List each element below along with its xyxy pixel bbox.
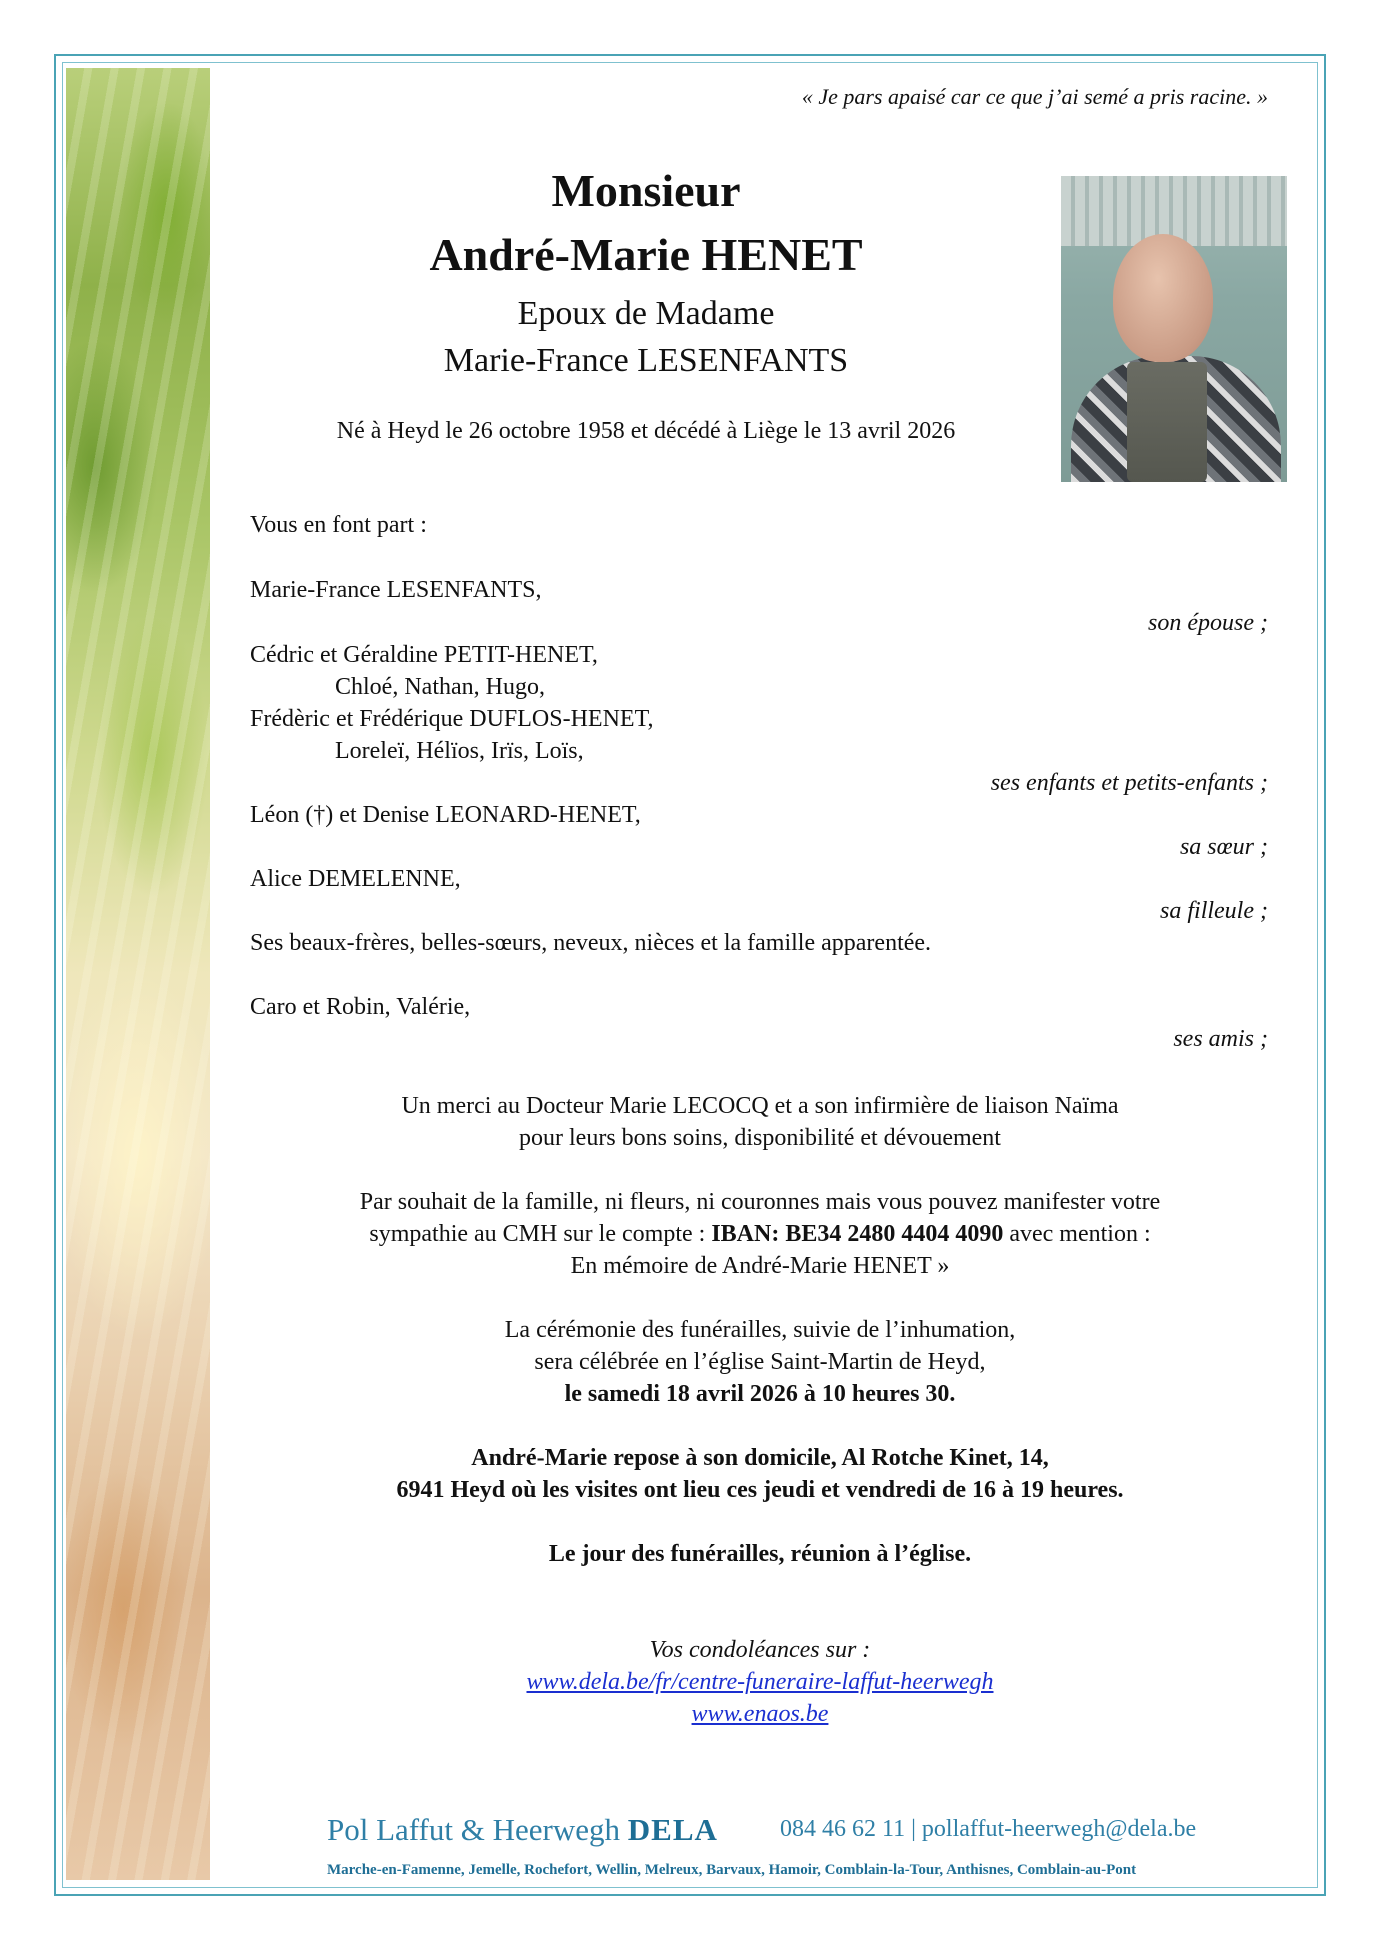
forest-path-side-image [66, 68, 210, 1880]
family-children-role: ses enfants et petits-enfants ; [990, 770, 1268, 796]
dela-logo: DELA [627, 1812, 718, 1847]
condolences-block [250, 1634, 1270, 1730]
ceremony-line-1: La cérémonie des funérailles, suivie de l’inhumation, [504, 1317, 1016, 1343]
ceremony-block [250, 1314, 1270, 1410]
birth-death-line: Né à Heyd le 26 octobre 1958 et décédé à Liège le 13 avril 2026 [336, 418, 956, 444]
iban-number: IBAN: BE34 2480 4404 4090 [711, 1221, 1004, 1247]
spouse-line-1: Epoux de Madame [517, 295, 775, 332]
condolences-label: Vos condoléances sur : [649, 1637, 871, 1663]
thanks-block [250, 1090, 1270, 1154]
family-friends-role: ses amis ; [1173, 1026, 1268, 1052]
announce-line: Vous en font part : [250, 512, 427, 538]
donation-line-2 [250, 1218, 1270, 1250]
family-child-1: Cédric et Géraldine PETIT-HENET, [250, 642, 598, 668]
family-child-2: Frédèric et Frédérique DUFLOS-HENET, [250, 706, 654, 732]
rest-block [250, 1442, 1270, 1506]
portrait-photo [1061, 176, 1287, 482]
footer-locations: Marche-en-Famenne, Jemelle, Rochefort, Wellin, Melreux, Barvaux, Hamoir, Comblain-la-Tour, Anthisnes, Comblain-au-Pont [327, 1862, 1137, 1878]
donation-line-3: En mémoire de André-Marie HENET » [570, 1253, 950, 1279]
family-spouse: Marie-France LESENFANTS, [250, 577, 542, 603]
meeting-line: Le jour des funérailles, réunion à l’église. [548, 1541, 972, 1567]
deceased-name: André-Marie HENET [429, 229, 863, 280]
family-goddaughter-role: sa filleule ; [1160, 898, 1268, 924]
epigraph-quote: « Je pars apaisé car ce que j’ai semé a pris racine. » [801, 84, 1268, 109]
ceremony-date: le samedi 18 avril 2026 à 10 heures 30. [564, 1381, 956, 1407]
condolences-link-dela[interactable]: www.dela.be/fr/centre-funeraire-laffut-heerwegh [526, 1669, 994, 1695]
family-sister: Léon (†) et Denise LEONARD-HENET, [250, 802, 641, 828]
thanks-line-1: Un merci au Docteur Marie LECOCQ et a son infirmière de liaison Naïma [401, 1093, 1119, 1119]
family-grandchildren-2: Loreleï, Hélïos, Irïs, Loïs, [335, 738, 584, 764]
family-sister-role: sa sœur ; [1179, 834, 1268, 860]
condolences-link-enaos[interactable]: www.enaos.be [691, 1701, 829, 1727]
family-friends: Caro et Robin, Valérie, [250, 994, 471, 1020]
footer-contact: 084 46 62 11 | pollaffut-heerwegh@dela.be [780, 1816, 1197, 1842]
rest-line-2: 6941 Heyd où les visites ont lieu ces jeudi et vendredi de 16 à 19 heures. [396, 1477, 1124, 1503]
photo-face [1113, 234, 1213, 362]
donation-line-2-end: avec mention : [1003, 1221, 1151, 1247]
donation-line-1: Par souhait de la famille, ni fleurs, ni couronnes mais vous pouvez manifester votre [359, 1189, 1161, 1215]
spouse-line-2: Marie-France LESENFANTS [443, 342, 849, 379]
thanks-line-2: pour leurs bons soins, disponibilité et dévouement [519, 1125, 1001, 1151]
footer-brand-name: Pol Laffut & Heerwegh [327, 1812, 620, 1847]
donation-block [250, 1186, 1270, 1282]
footer-brand [327, 1812, 718, 1848]
family-spouse-role: son épouse ; [1148, 610, 1268, 636]
salutation-title: Monsieur [551, 165, 741, 216]
photo-collar [1127, 362, 1207, 482]
rest-line-1: André-Marie repose à son domicile, Al Rotche Kinet, 14, [471, 1445, 1049, 1471]
family-relatives: Ses beaux-frères, belles-sœurs, neveux, nièces et la famille apparentée. [250, 930, 932, 956]
donation-line-2-start: sympathie au CMH sur le compte : [369, 1221, 712, 1247]
ceremony-line-2: sera célébrée en l’église Saint-Martin de Heyd, [534, 1349, 986, 1375]
family-grandchildren-1: Chloé, Nathan, Hugo, [335, 674, 545, 700]
family-goddaughter: Alice DEMELENNE, [250, 866, 461, 892]
